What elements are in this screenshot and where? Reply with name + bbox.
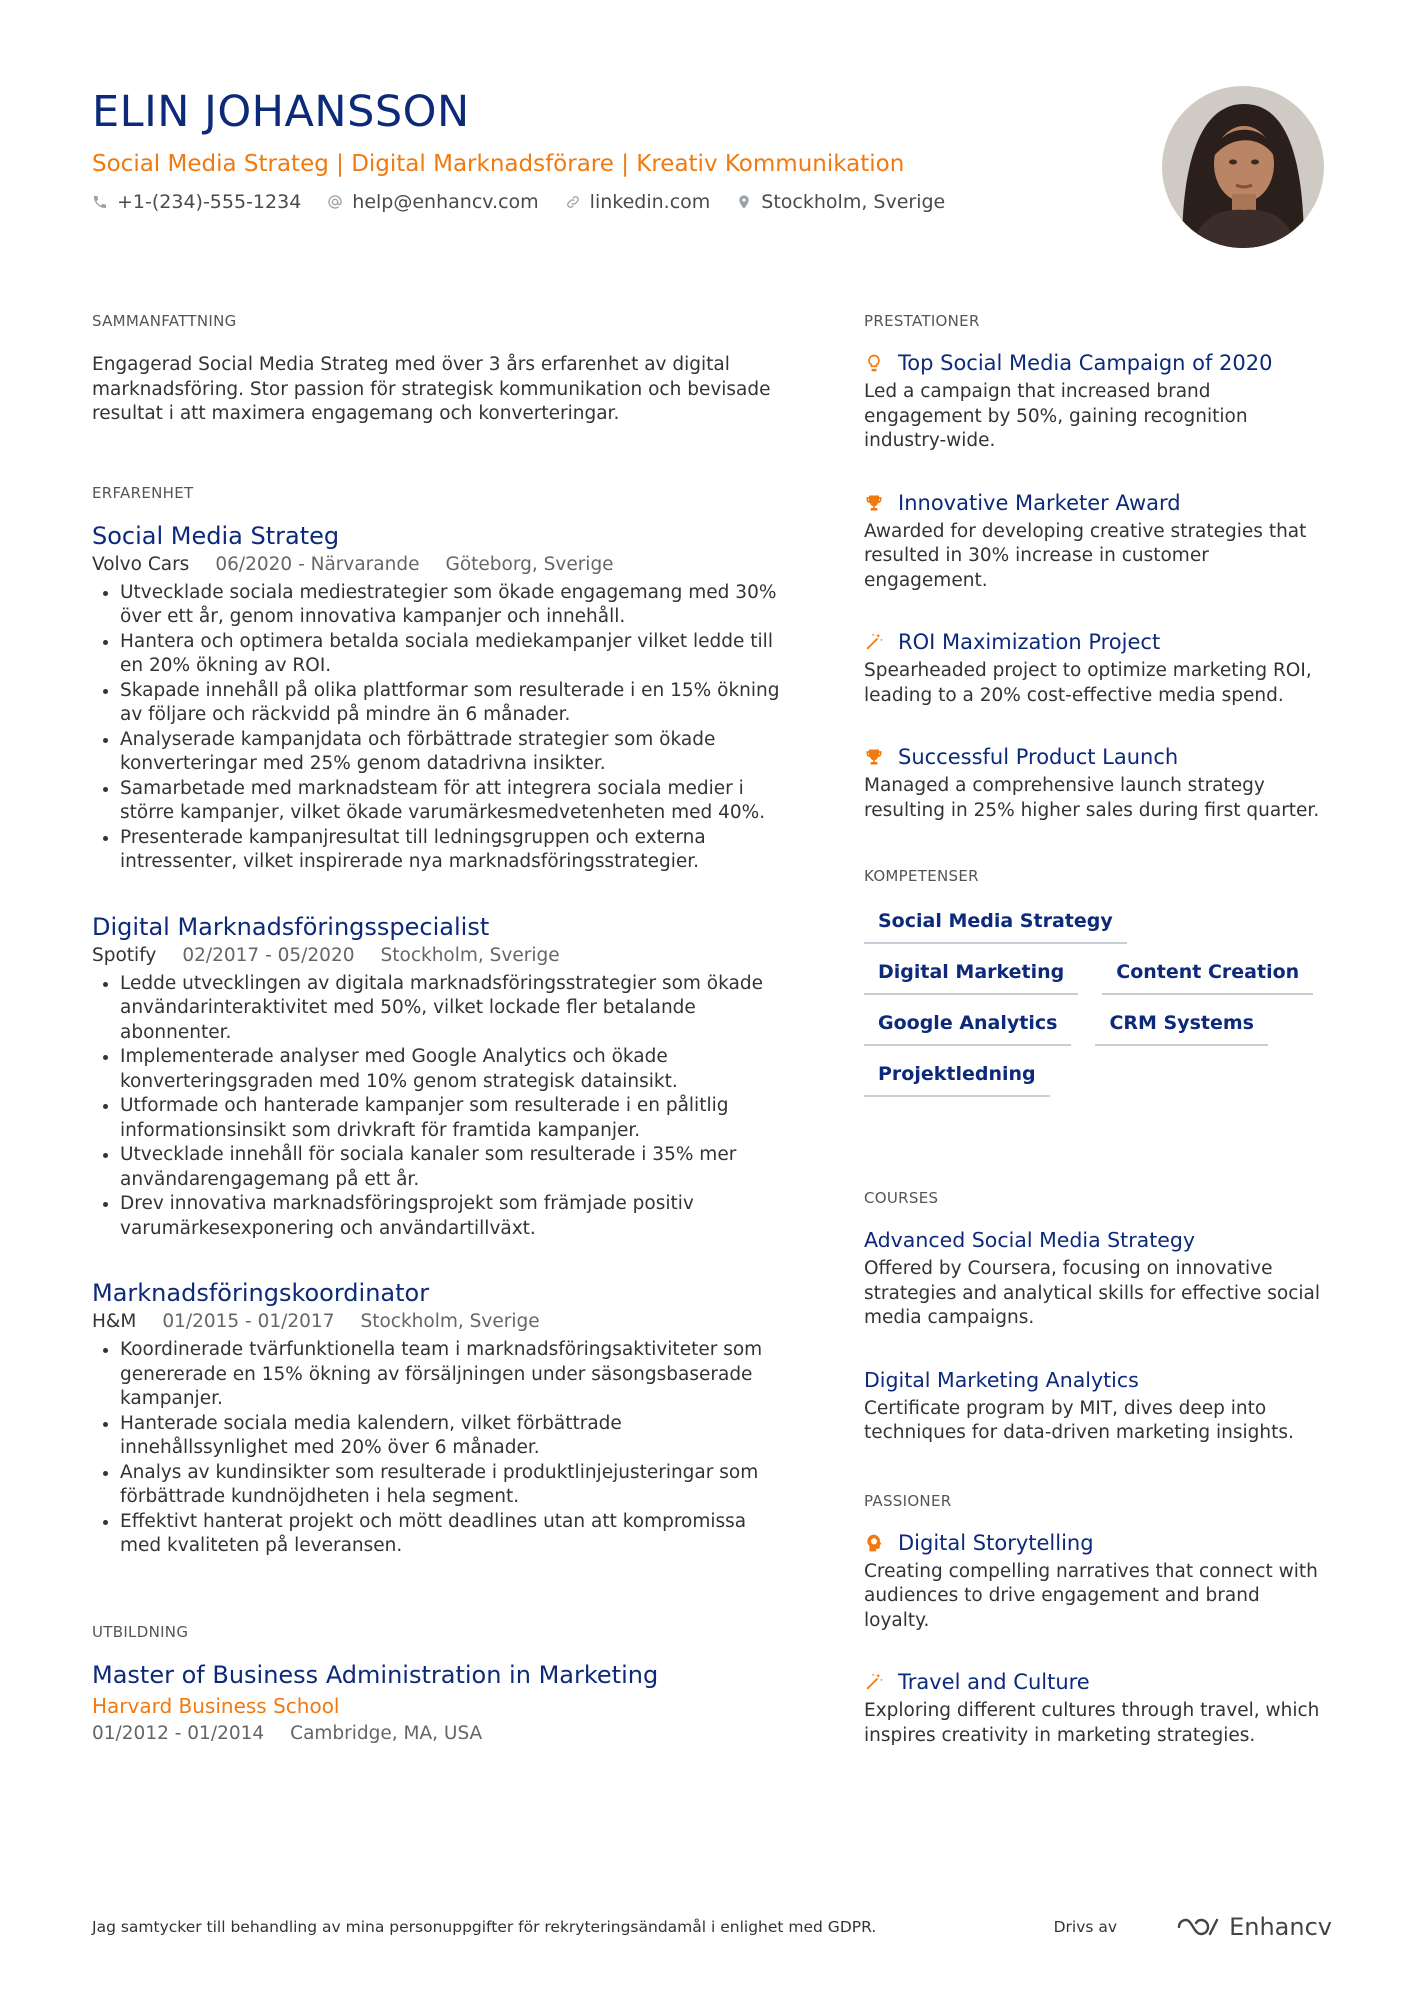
course-item [864, 1225, 1324, 1331]
summary-text: Engagerad Social Media Strateg med över 3 års erfarenhet av digital marknadsföring. Stor passion för strategisk kommunikation och bevisade resultat i att maximera engagemang och konverteringar. [92, 354, 771, 424]
contact-phone[interactable] [92, 188, 301, 216]
candidate-subtitle: Social Media Strateg | Digital Marknadsförare | Kreativ Kommunikation [92, 151, 905, 177]
skills-list [864, 899, 1324, 1103]
skill-tag: Content Creation [1102, 950, 1313, 995]
location-text: Stockholm, Sverige [761, 191, 946, 213]
job-dates: 01/2015 - 01/2017 [162, 1311, 335, 1332]
location-pin-icon [736, 194, 752, 210]
achievement-desc: Spearheaded project to optimize marketing ROI, leading to a 20% cost-effective media spend. [864, 660, 1312, 706]
job-bullet: • Hanterade sociala media kalendern, vilket förbättrade innehållssynlighet med 20% över 6 månader. [120, 1412, 792, 1461]
trophy-icon [864, 747, 884, 767]
job-bullets [92, 581, 792, 875]
head-brain-icon [864, 1533, 884, 1553]
course-desc: Certificate program by MIT, dives deep into techniques for data-driven marketing insights. [864, 1397, 1294, 1443]
enhancv-logo-icon [1175, 1915, 1221, 1939]
at-icon [327, 194, 343, 210]
contact-location [736, 188, 945, 216]
education-meta [92, 1721, 792, 1747]
avatar [1162, 86, 1324, 248]
email-text: help@enhancv.com [352, 191, 539, 213]
passion-item [864, 1667, 1324, 1748]
passion-desc: Exploring different cultures through travel, which inspires creativity in marketing strategies. [864, 1700, 1320, 1746]
education-school: Harvard Business School [92, 1693, 340, 1718]
phone-text: +1-(234)-555-1234 [117, 191, 302, 213]
job-bullet: • Samarbetade med marknadsteam för att integrera sociala medier i större kampanjer, vilket ökade varumärkesmedvetenheten med 40%. [120, 777, 792, 826]
contact-email[interactable] [327, 188, 538, 216]
achievement-title: Successful Product Launch [898, 745, 1179, 769]
job-location: Stockholm, Sverige [360, 1311, 540, 1332]
phone-icon [92, 194, 108, 210]
job-meta [92, 943, 792, 969]
gdpr-consent: Jag samtycker till behandling av mina personuppgifter för rekryteringsändamål i enlighet med GDPR. [92, 1918, 877, 1936]
job-location: Göteborg, Sverige [445, 553, 614, 575]
achievements-heading: PRESTATIONER [864, 312, 980, 330]
achievement-title: Top Social Media Campaign of 2020 [898, 351, 1273, 375]
footer [92, 1913, 1332, 1941]
course-title: Digital Marketing Analytics [864, 1367, 1139, 1392]
passion-item [864, 1528, 1324, 1634]
skill-tag: Social Media Strategy [864, 899, 1127, 944]
course-desc: Offered by Coursera, focusing on innovative strategies and analytical skills for effective social media campaigns. [864, 1258, 1320, 1328]
right-column [864, 310, 1324, 1782]
job-meta [92, 552, 792, 578]
education-heading: UTBILDNING [92, 1622, 189, 1641]
summary-section [92, 310, 792, 427]
job-bullet: • Effektivt hanterat projekt och mött deadlines utan att kompromissa med kvaliteten på leveransen. [120, 1510, 792, 1559]
achievement-item [864, 348, 1324, 454]
passion-title: Digital Storytelling [898, 1530, 1094, 1555]
achievement-title: ROI Maximization Project [898, 630, 1161, 654]
powered-by-label: Drivs av [1053, 1918, 1118, 1936]
link-icon [565, 194, 581, 210]
achievement-desc: Awarded for developing creative strategies that resulted in 30% increase in customer engagement. [864, 520, 1307, 591]
education-location: Cambridge, MA, USA [290, 1722, 483, 1744]
passion-desc: Creating compelling narratives that connect with audiences to drive engagement and brand loyalty. [864, 1560, 1318, 1631]
achievement-item [864, 488, 1324, 594]
job-bullet: • Analys av kundinsikter som resulterade i produktlinjejusteringar som förbättrade kundnöjdheten i hela segment. [120, 1461, 792, 1510]
magic-wand-icon [864, 1672, 884, 1692]
job-title: Digital Marknadsföringsspecialist [92, 912, 490, 941]
courses-section [864, 1187, 1324, 1446]
education-dates: 01/2012 - 01/2014 [92, 1722, 265, 1744]
skills-heading: KOMPETENSER [864, 867, 979, 885]
achievements-section [864, 310, 1324, 823]
job-meta [92, 1309, 792, 1335]
skill-tag: Digital Marketing [864, 950, 1078, 995]
contact-linkedin[interactable] [565, 188, 711, 216]
job-entry [92, 1277, 792, 1559]
job-company: Spotify [92, 944, 157, 966]
education-degree: Master of Business Administration in Marketing [92, 1660, 659, 1689]
job-entry [92, 911, 792, 1242]
passions-section [864, 1490, 1324, 1749]
linkedin-text: linkedin.com [589, 191, 711, 213]
lightbulb-icon [864, 353, 884, 373]
job-location: Stockholm, Sverige [380, 944, 560, 966]
job-entry [92, 520, 792, 875]
job-bullet: • Hantera och optimera betalda sociala mediekampanjer vilket ledde till en 20% ökning av ROI. [120, 630, 792, 679]
job-company: Volvo Cars [92, 553, 190, 575]
courses-heading: COURSES [864, 1189, 939, 1207]
skills-section [864, 865, 1324, 1103]
job-dates: 02/2017 - 05/2020 [182, 944, 355, 966]
achievement-item [864, 627, 1324, 708]
candidate-name: ELIN JOHANSSON [92, 87, 470, 137]
skill-tag: Projektledning [864, 1052, 1050, 1097]
left-column [92, 310, 792, 1747]
achievement-desc: Managed a comprehensive launch strategy resulting in 25% higher sales during first quarter. [864, 775, 1320, 821]
magic-wand-icon [864, 632, 884, 652]
job-title: Social Media Strateg [92, 521, 340, 550]
course-item [864, 1365, 1324, 1446]
job-bullet: • Skapade innehåll på olika plattformar som resulterade i en 15% ökning av följare och räckvidd på mindre än 6 månader. [120, 679, 792, 728]
job-title: Marknadsföringskoordinator [92, 1279, 430, 1307]
experience-heading: ERFARENHET [92, 483, 194, 502]
job-dates: 06/2020 - Närvarande [215, 553, 420, 575]
job-bullet: • Koordinerade tvärfunktionella team i marknadsföringsaktiviteter som genererade en 15% ökning av försäljningen under säsongsbaserade kampanjer. [120, 1338, 792, 1412]
summary-heading: SAMMANFATTNING [92, 312, 237, 330]
job-bullets [92, 1338, 792, 1559]
job-bullet: • Utformade och hanterade kampanjer som resulterade i en pålitlig informationsinsikt som drivkraft för framtida kampanjer. [120, 1094, 792, 1143]
job-company: H&M [92, 1311, 137, 1332]
job-bullet: • Drev innovativa marknadsföringsprojekt som främjade positiv varumärkesexponering och användartillväxt. [120, 1192, 792, 1241]
job-bullets [92, 972, 792, 1242]
experience-section [92, 482, 792, 1559]
education-section [92, 1621, 792, 1747]
contact-row [92, 188, 1142, 216]
trophy-icon [864, 493, 884, 513]
job-bullet: • Utvecklade innehåll för sociala kanaler som resulterade i 35% mer användarengagemang på ett år. [120, 1143, 792, 1192]
skill-tag: CRM Systems [1095, 1001, 1268, 1046]
skill-tag: Google Analytics [864, 1001, 1071, 1046]
job-bullet: • Utvecklade sociala mediestrategier som ökade engagemang med 30% över ett år, genom innovativa kampanjer och innehåll. [120, 581, 792, 630]
passions-heading: PASSIONER [864, 1491, 952, 1510]
achievement-item [864, 742, 1324, 823]
course-title: Advanced Social Media Strategy [864, 1228, 1195, 1252]
resume-header [92, 84, 1142, 216]
job-bullet: • Ledde utvecklingen av digitala marknadsföringsstrategier som ökade användarinteraktivitet med 50%, vilket lockade fler betalande abonnenter. [120, 972, 792, 1046]
achievement-title: Innovative Marketer Award [898, 490, 1181, 515]
passion-title: Travel and Culture [898, 1670, 1090, 1694]
job-bullet: • Analyserade kampanjdata och förbättrade strategier som ökade konverteringar med 25% genom datadrivna insikter. [120, 728, 792, 777]
achievement-desc: Led a campaign that increased brand engagement by 50%, gaining recognition industry-wide. [864, 381, 1248, 451]
brand-name: Enhancv [1229, 1913, 1332, 1941]
brand-logo[interactable] [1175, 1913, 1332, 1941]
job-bullet: • Implementerade analyser med Google Analytics och ökade konverteringsgraden med 10% genom strategisk datainsikt. [120, 1045, 792, 1094]
job-bullet: • Presenterade kampanjresultat till ledningsgruppen och externa intressenter, vilket inspirerade nya marknadsföringsstrategier. [120, 826, 792, 875]
